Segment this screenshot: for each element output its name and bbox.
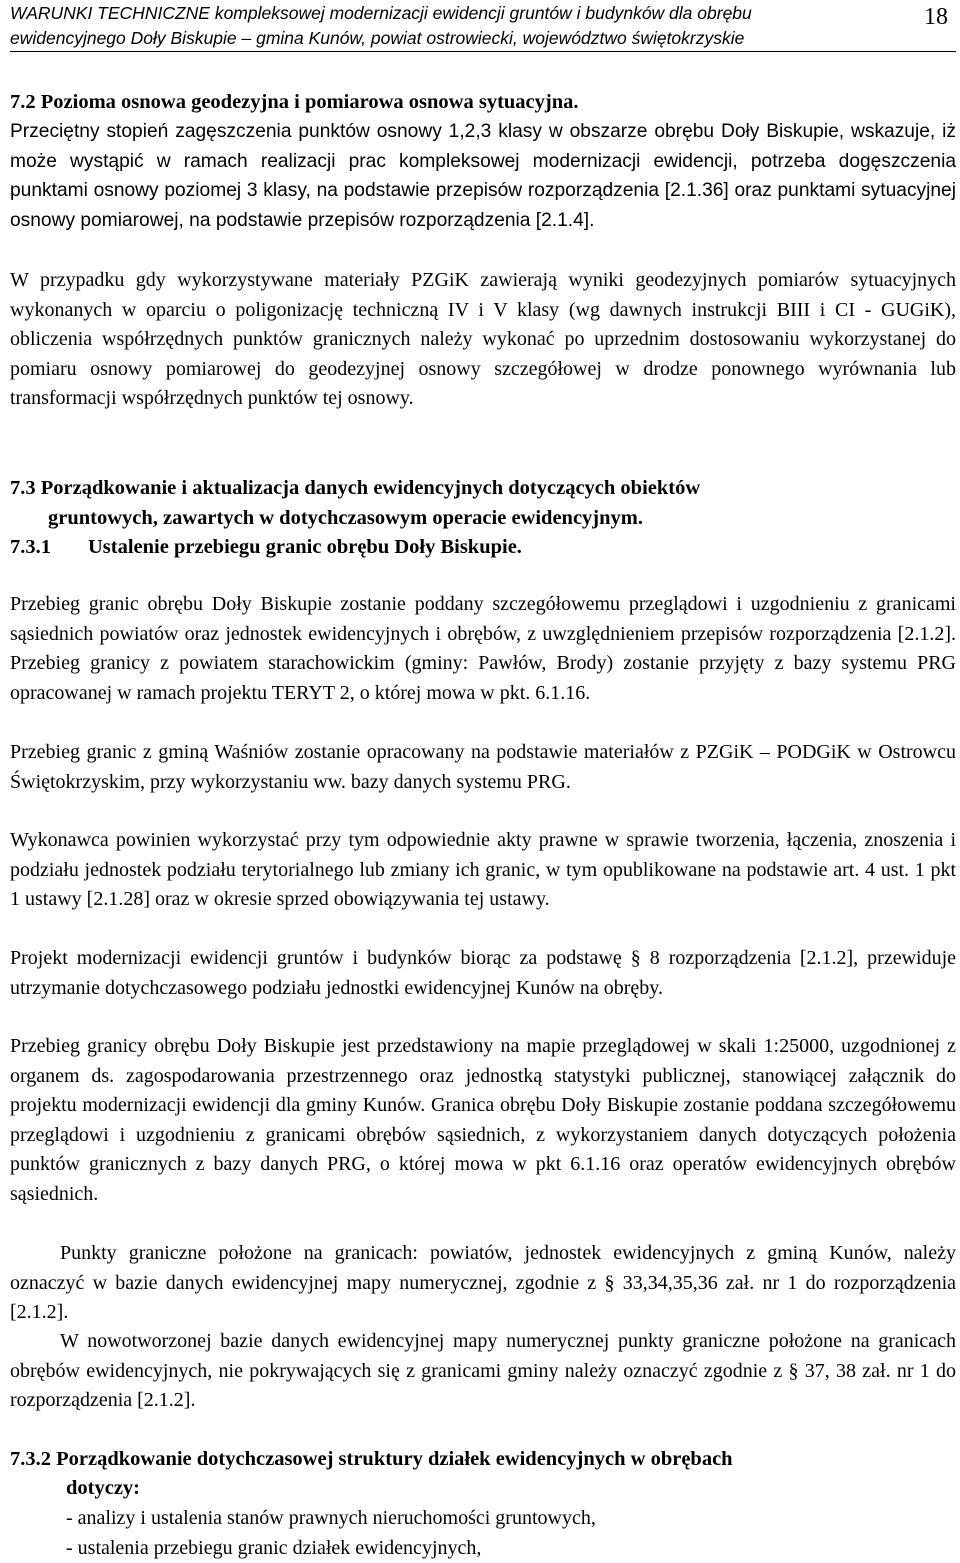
- section-7-2-paragraph-2: W przypadku gdy wykorzystywane materiały PZGiK zawierają wyniki geodezyjnych pomiarów sytuacyjnych wykonanych w oparciu o poligonizację techniczną IV i V klasy (wg dawnych instrukcji BIII i CI - GUGiK), obliczenia współrzędnych punktów granicznych należy wykonać po uprzednim dostosowaniu wykorzystanej do pomiaru osnowy pomiarowej do geodezyjnej osnowy szczegółowej w drodze ponownego wyrównania lub transformacji współrzędnych punktów tej osnowy.: [10, 269, 956, 410]
- section-7-3-heading-line-1: 7.3 Porządkowanie i aktualizacja danych ewidencyjnych dotyczących obiektów: [10, 477, 701, 499]
- section-7-3-1-title: Ustalenie przebiegu granic obrębu Doły Biskupie.: [88, 536, 522, 558]
- page-header: [10, 2, 950, 52]
- list-item: - ustalenia przebiegu granic działek ewidencyjnych,: [66, 1537, 482, 1559]
- section-7-3-heading-line-2: gruntowych, zawartych w dotychczasowym operacie ewidencyjnym.: [48, 507, 643, 529]
- section-7-3-1-paragraph-4: Projekt modernizacji ewidencji gruntów i budynków biorąc za podstawę § 8 rozporządzenia [2.1.2], przewiduje utrzymanie dotychczasowego podziału jednostki ewidencyjnej Kunów na obręby.: [10, 947, 956, 999]
- section-7-2-paragraph-1: Przeciętny stopień zagęszczenia punktów osnowy 1,2,3 klasy w obszarze obrębu Doły Biskupie, wskazuje, iż może wystąpić w ramach realizacji prac kompleksowej modernizacji ewidencji, potrzeba dogęszczenia punktami osnowy poziomej 3 klasy, na podstawie przepisów rozporządzenia [2.1.36] oraz punktami sytuacyjnej osnowy pomiarowej, na podstawie przepisów rozporządzenia [2.1.4].: [10, 121, 956, 231]
- header-title-line-2: ewidencyjnego Doły Biskupie – gmina Kunów, powiat ostrowiecki, województwo świętokrzyskie: [10, 28, 745, 48]
- page-number: 18: [924, 4, 948, 30]
- header-divider: [10, 51, 956, 52]
- section-7-3-1-paragraph-1: Przebieg granic obrębu Doły Biskupie zostanie poddany szczegółowemu przeglądowi i uzgodnieniu z granicami sąsiednich powiatów oraz jednostek ewidencyjnych i obrębów, z uwzględnieniem przepisów rozporządzenia [2.1.2]. Przebieg granicy z powiatem starachowickim (gminy: Pawłów, Brody) zostanie przyjęty z bazy systemu PRG opracowanej w ramach projektu TERYT 2, o której mowa w pkt. 6.1.16.: [10, 593, 956, 704]
- list-item: - analizy i ustalenia stanów prawnych nieruchomości gruntowych,: [66, 1507, 596, 1529]
- section-7-3-2-heading-line-2: dotyczy:: [66, 1477, 141, 1499]
- section-7-2-heading: 7.2 Pozioma osnowa geodezyjna i pomiarowa osnowa sytuacyjna.: [10, 91, 579, 113]
- section-7-3-1-number: 7.3.1: [10, 536, 51, 558]
- header-title-line-1: WARUNKI TECHNICZNE kompleksowej modernizacji ewidencji gruntów i budynków dla obrębu: [10, 3, 752, 23]
- section-7-3-1-paragraph-3: Wykonawca powinien wykorzystać przy tym odpowiednie akty prawne w sprawie tworzenia, łączenia, znoszenia i podziału jednostek podziału terytorialnego lub zmiany ich granic, w tym opublikowane na podstawie art. 4 ust. 1 pkt 1 ustawy [2.1.28] oraz w okresie sprzed obowiązywania tej ustawy.: [10, 829, 956, 911]
- section-7-3-1-paragraph-6: Punkty graniczne położone na granicach: powiatów, jednostek ewidencyjnych z gminą Kunów, należy oznaczyć w bazie danych ewidencyjnej mapy numerycznej, zgodnie z § 33,34,35,36 zał. nr 1 do rozporządzenia [2.1.2].: [10, 1242, 956, 1324]
- section-7-3-2-heading-line-1: 7.3.2 Porządkowanie dotychczasowej struktury działek ewidencyjnych w obrębach: [10, 1448, 733, 1470]
- section-7-3-1-paragraph-7: W nowotworzonej bazie danych ewidencyjnej mapy numerycznej punkty graniczne położone na granicach obrębów ewidencyjnych, nie pokrywających się z granicami gminy należy oznaczyć zgodnie z § 37, 38 zał. nr 1 do rozporządzenia [2.1.2].: [10, 1330, 956, 1412]
- section-7-3-1-heading: [10, 533, 522, 561]
- section-7-3-1-paragraph-2: Przebieg granic z gminą Waśniów zostanie opracowany na podstawie materiałów z PZGiK – PODGiK w Ostrowcu Świętokrzyskim, przy wykorzystaniu ww. bazy danych systemu PRG.: [10, 741, 956, 793]
- section-7-3-1-paragraph-5: Przebieg granicy obrębu Doły Biskupie jest przedstawiony na mapie przeglądowej w skali 1:25000, uzgodnionej z organem ds. zagospodarowania przestrzennego oraz jednostką statystyki publicznej, stanowiącej załącznik do projektu modernizacji ewidencji dla gminy Kunów. Granica obrębu Doły Biskupie zostanie poddana szczegółowemu przeglądowi i uzgodnieniu z granicami obrębów sąsiednich, z wykorzystaniem danych dotyczących położenia punktów granicznych z bazy danych PRG, o której mowa w pkt 6.1.16 oraz operatów ewidencyjnych obrębów sąsiednich.: [10, 1035, 956, 1205]
